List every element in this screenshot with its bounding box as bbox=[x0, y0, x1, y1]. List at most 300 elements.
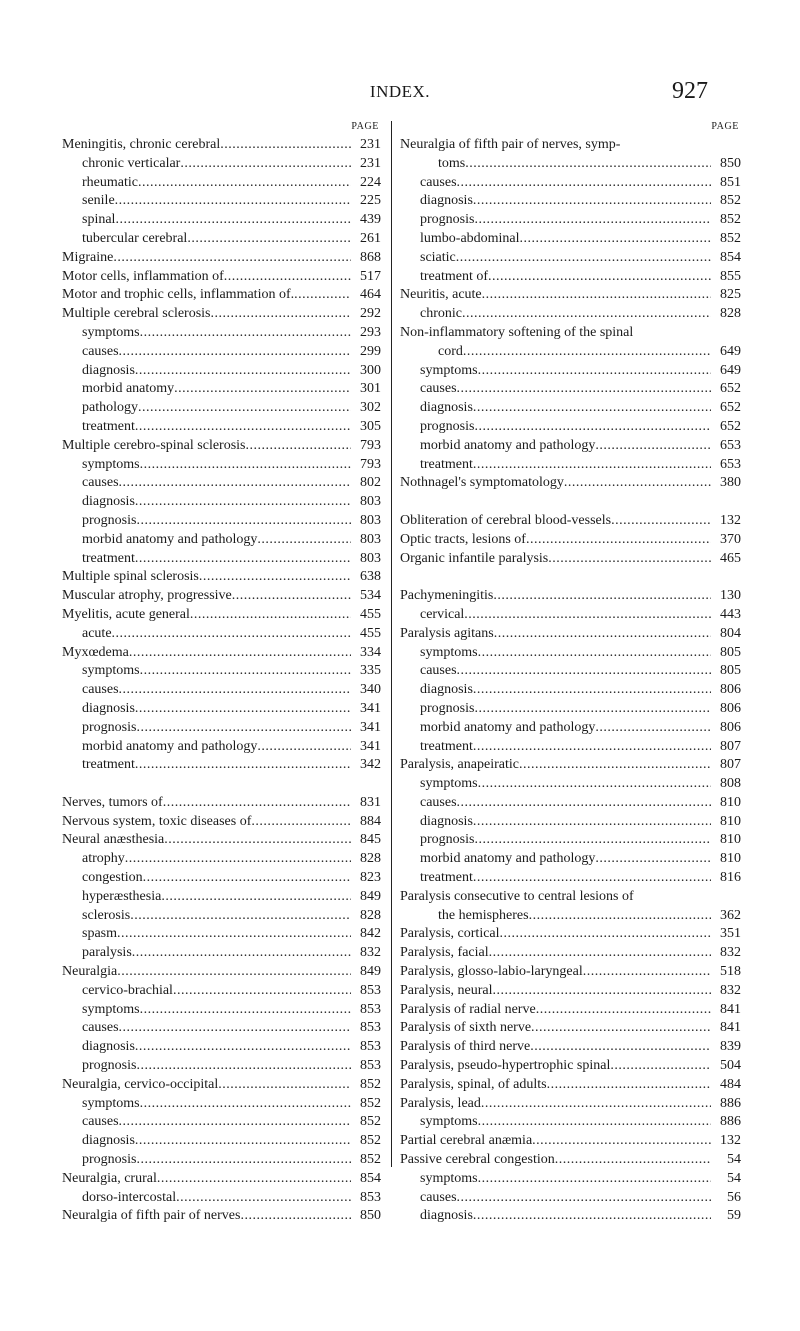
index-term: morbid anatomy bbox=[82, 381, 175, 397]
index-entry bbox=[62, 925, 381, 944]
index-term: Non-inflammatory softening of the spinal bbox=[400, 324, 634, 340]
index-term: Paralysis, spinal, of adults bbox=[400, 1076, 547, 1092]
index-page-number: 850 bbox=[360, 1208, 381, 1224]
index-page-number: 370 bbox=[720, 531, 741, 547]
index-term: causes bbox=[420, 174, 457, 190]
index-entry bbox=[62, 155, 381, 174]
index-term: Paralysis agitans bbox=[400, 625, 494, 641]
dot-leader bbox=[132, 944, 351, 963]
index-entry bbox=[400, 606, 741, 625]
index-entry bbox=[400, 700, 741, 719]
index-entry bbox=[62, 1038, 381, 1057]
index-entry bbox=[400, 1170, 741, 1189]
index-entry bbox=[400, 174, 741, 193]
index-page-number: 841 bbox=[720, 1001, 741, 1017]
index-page-number: 261 bbox=[360, 230, 381, 246]
dot-leader bbox=[119, 1019, 351, 1038]
column-divider bbox=[391, 121, 392, 1167]
index-page-number: 305 bbox=[360, 418, 381, 434]
index-page-number: 334 bbox=[360, 644, 381, 660]
index-entry bbox=[400, 1076, 741, 1095]
index-entry bbox=[62, 305, 381, 324]
index-entry bbox=[400, 644, 741, 663]
dot-leader bbox=[113, 249, 351, 268]
index-term: chronic verticalar bbox=[82, 155, 181, 171]
index-entry bbox=[400, 399, 741, 418]
index-page-number: 852 bbox=[720, 212, 741, 228]
dot-leader bbox=[482, 286, 711, 305]
index-term: Migraine bbox=[62, 249, 114, 265]
index-term: diagnosis bbox=[82, 700, 135, 716]
index-entry bbox=[400, 380, 741, 399]
dot-leader bbox=[488, 268, 711, 287]
index-entry bbox=[400, 1057, 741, 1076]
index-term: prognosis bbox=[420, 212, 475, 228]
index-page-number: 653 bbox=[720, 437, 741, 453]
index-entry bbox=[400, 1019, 741, 1038]
index-page-number: 649 bbox=[720, 343, 741, 359]
index-entry bbox=[62, 512, 381, 531]
index-entry bbox=[62, 606, 381, 625]
index-term: Neuralgia, cervico-occipital bbox=[62, 1076, 219, 1092]
index-page-number: 810 bbox=[720, 794, 741, 810]
index-page-number: 854 bbox=[720, 249, 741, 265]
dot-leader bbox=[218, 1076, 351, 1095]
index-entry bbox=[62, 192, 381, 211]
index-term: diagnosis bbox=[82, 494, 135, 510]
right-page-label: PAGE bbox=[711, 121, 739, 132]
index-entry bbox=[400, 1189, 741, 1208]
index-term: Paralysis of radial nerve bbox=[400, 1001, 536, 1017]
index-page-number: 341 bbox=[360, 738, 381, 754]
page-title: INDEX. bbox=[369, 82, 431, 101]
index-entry bbox=[62, 1113, 381, 1132]
index-entry bbox=[62, 1207, 381, 1226]
dot-leader bbox=[119, 681, 351, 700]
index-page-number: 225 bbox=[360, 193, 381, 209]
index-page-number: 439 bbox=[360, 212, 381, 228]
dot-leader bbox=[173, 982, 351, 1001]
index-page-number: 853 bbox=[360, 982, 381, 998]
index-page-number: 341 bbox=[360, 700, 381, 716]
index-page-number: 825 bbox=[720, 287, 741, 303]
index-term: Myxœdema bbox=[62, 644, 129, 660]
dot-leader bbox=[473, 869, 711, 888]
index-term: Paralysis consecutive to central lesions of bbox=[400, 888, 634, 904]
dot-leader bbox=[117, 925, 351, 944]
index-term: causes bbox=[82, 1020, 119, 1036]
dot-leader bbox=[140, 456, 351, 475]
dot-leader bbox=[456, 249, 711, 268]
index-entry bbox=[400, 474, 741, 493]
index-entry bbox=[62, 230, 381, 249]
dot-leader bbox=[595, 850, 711, 869]
index-term: Muscular atrophy, progressive bbox=[62, 588, 232, 604]
dot-leader bbox=[140, 662, 351, 681]
left-column bbox=[62, 121, 381, 1226]
index-term: prognosis bbox=[82, 1058, 137, 1074]
index-entry bbox=[400, 230, 741, 249]
index-page-number: 805 bbox=[720, 663, 741, 679]
index-term: symptoms bbox=[420, 644, 478, 660]
dot-leader bbox=[529, 907, 711, 926]
index-page-number: 803 bbox=[360, 550, 381, 566]
index-entry bbox=[400, 756, 741, 775]
dot-leader bbox=[457, 794, 711, 813]
index-term: sclerosis bbox=[82, 907, 131, 923]
index-page-number: 130 bbox=[720, 588, 741, 604]
index-term: morbid anatomy and pathology bbox=[420, 851, 596, 867]
index-page-number: 652 bbox=[720, 381, 741, 397]
section-gap bbox=[400, 568, 741, 587]
dot-leader bbox=[473, 192, 711, 211]
index-entry bbox=[62, 719, 381, 738]
index-entry bbox=[62, 963, 381, 982]
index-entry bbox=[62, 1076, 381, 1095]
index-term: atrophy bbox=[82, 851, 125, 867]
dot-leader bbox=[489, 944, 711, 963]
index-entry bbox=[400, 249, 741, 268]
index-term: diagnosis bbox=[420, 682, 473, 698]
index-page-number: 302 bbox=[360, 400, 381, 416]
index-term: tubercular cerebral bbox=[82, 230, 188, 246]
section-gap bbox=[62, 775, 381, 794]
dot-leader bbox=[478, 1170, 711, 1189]
index-term: Nervous system, toxic diseases of bbox=[62, 813, 252, 829]
index-page-number: 868 bbox=[360, 249, 381, 265]
index-entry bbox=[400, 738, 741, 757]
index-term: Motor and trophic cells, inflammation of. bbox=[62, 287, 295, 303]
index-term: symptoms bbox=[420, 1170, 478, 1186]
index-term: causes bbox=[420, 381, 457, 397]
index-page-number: 853 bbox=[360, 1039, 381, 1055]
dot-leader bbox=[135, 362, 351, 381]
index-entry bbox=[62, 982, 381, 1001]
index-page-number: 455 bbox=[360, 606, 381, 622]
index-term: Meningitis, chronic cerebral bbox=[62, 137, 221, 152]
index-page-number: 841 bbox=[720, 1020, 741, 1036]
index-term: Obliteration of cerebral blood-vessels bbox=[400, 512, 612, 528]
index-term: toms bbox=[438, 155, 466, 171]
index-page-number: 849 bbox=[360, 964, 381, 980]
index-entry bbox=[400, 1207, 741, 1226]
index-term: prognosis bbox=[82, 719, 137, 735]
index-page-number: 54 bbox=[727, 1170, 741, 1186]
index-page-number: 808 bbox=[720, 776, 741, 792]
index-entry bbox=[400, 211, 741, 230]
index-entry bbox=[400, 869, 741, 888]
dot-leader bbox=[478, 362, 711, 381]
index-page-number: 832 bbox=[720, 945, 741, 961]
index-term: diagnosis bbox=[82, 1039, 135, 1055]
index-page-number: 292 bbox=[360, 306, 381, 322]
index-page-number: 810 bbox=[720, 832, 741, 848]
index-entry bbox=[62, 681, 381, 700]
index-entry bbox=[62, 286, 381, 305]
index-term: treatment bbox=[82, 550, 135, 566]
dot-leader bbox=[143, 869, 351, 888]
index-page-number: 849 bbox=[360, 888, 381, 904]
dot-leader bbox=[211, 305, 351, 324]
index-page-number: 638 bbox=[360, 569, 381, 585]
index-term: treatment bbox=[420, 738, 473, 754]
index-entry bbox=[62, 550, 381, 569]
index-page-number: 132 bbox=[720, 1133, 741, 1149]
index-entry bbox=[62, 831, 381, 850]
index-page-number: 455 bbox=[360, 625, 381, 641]
index-page-number: 803 bbox=[360, 494, 381, 510]
index-page-number: 828 bbox=[360, 851, 381, 867]
dot-leader bbox=[140, 324, 351, 343]
index-term: diagnosis bbox=[420, 400, 473, 416]
index-entry bbox=[400, 831, 741, 850]
dot-leader bbox=[536, 1001, 711, 1020]
index-page-number: 852 bbox=[720, 193, 741, 209]
index-term: morbid anatomy and pathology bbox=[420, 437, 596, 453]
index-page-number: 852 bbox=[360, 1076, 381, 1092]
index-term: congestion bbox=[82, 870, 143, 886]
index-entry bbox=[400, 512, 741, 531]
index-entry bbox=[400, 1132, 741, 1151]
index-term: Pachymeningitis bbox=[400, 588, 494, 604]
index-term: cord bbox=[438, 343, 463, 359]
dot-leader bbox=[481, 1095, 711, 1114]
index-page-number: 54 bbox=[727, 1152, 741, 1168]
index-page-number: 850 bbox=[720, 155, 741, 171]
index-term: causes bbox=[82, 1114, 119, 1130]
index-entry bbox=[400, 944, 741, 963]
index-entry bbox=[400, 1095, 741, 1114]
dot-leader bbox=[473, 399, 711, 418]
index-page-number: 855 bbox=[720, 268, 741, 284]
index-entry bbox=[62, 888, 381, 907]
index-term: sciatic bbox=[420, 249, 456, 265]
page-number: 927 bbox=[672, 78, 708, 104]
index-term: symptoms bbox=[82, 324, 140, 340]
index-term: Nothnagel's symptomatology bbox=[400, 475, 564, 491]
index-term: treatment bbox=[82, 418, 135, 434]
index-entry bbox=[400, 1001, 741, 1020]
index-entry bbox=[62, 662, 381, 681]
index-page-number: 301 bbox=[360, 381, 381, 397]
index-entry bbox=[400, 343, 741, 362]
index-entry bbox=[400, 418, 741, 437]
dot-leader bbox=[547, 1076, 711, 1095]
dot-leader bbox=[564, 474, 711, 493]
index-page-number: 852 bbox=[360, 1114, 381, 1130]
index-page-number: 793 bbox=[360, 437, 381, 453]
dot-leader bbox=[473, 456, 711, 475]
index-page-number: 793 bbox=[360, 456, 381, 472]
index-page-number: 810 bbox=[720, 813, 741, 829]
dot-leader bbox=[135, 550, 351, 569]
index-page-number: 854 bbox=[360, 1170, 381, 1186]
index-term: causes bbox=[420, 663, 457, 679]
index-term: paralysis bbox=[82, 945, 132, 961]
dot-leader bbox=[532, 1132, 711, 1151]
index-term: acute bbox=[82, 625, 112, 641]
dot-leader bbox=[474, 700, 711, 719]
index-page-number: 342 bbox=[360, 757, 381, 773]
index-page-number: 362 bbox=[720, 907, 741, 923]
index-term: Nerves, tumors of bbox=[62, 794, 163, 810]
index-entry bbox=[62, 1095, 381, 1114]
dot-leader bbox=[478, 644, 711, 663]
index-entry bbox=[62, 493, 381, 512]
index-term: Paralysis, cortical bbox=[400, 926, 500, 942]
dot-leader bbox=[493, 587, 711, 606]
index-term: Optic tracts, lesions of bbox=[400, 531, 526, 547]
dot-leader bbox=[478, 1113, 711, 1132]
index-page-number: 805 bbox=[720, 644, 741, 660]
index-term: morbid anatomy and pathology bbox=[82, 738, 258, 754]
index-term: hyperæsthesia bbox=[82, 888, 162, 904]
index-entry bbox=[62, 136, 381, 155]
index-term: prognosis bbox=[420, 418, 475, 434]
index-term: chronic bbox=[420, 306, 462, 322]
index-entry bbox=[62, 813, 381, 832]
index-term: Paralysis, pseudo-hypertrophic spinal bbox=[400, 1058, 611, 1074]
dot-leader bbox=[457, 662, 711, 681]
index-page-number: 845 bbox=[360, 832, 381, 848]
dot-leader bbox=[125, 850, 351, 869]
index-entry bbox=[400, 324, 741, 343]
dot-leader bbox=[174, 380, 351, 399]
dot-leader bbox=[457, 380, 711, 399]
index-entry bbox=[400, 662, 741, 681]
index-page-number: 804 bbox=[720, 625, 741, 641]
index-page-number: 852 bbox=[360, 1133, 381, 1149]
index-entry bbox=[62, 907, 381, 926]
index-entry bbox=[62, 1001, 381, 1020]
dot-leader bbox=[112, 625, 351, 644]
index-page-number: 340 bbox=[360, 682, 381, 698]
dot-leader bbox=[135, 1132, 351, 1151]
index-entry bbox=[400, 305, 741, 324]
index-entry bbox=[62, 268, 381, 287]
index-term: diagnosis bbox=[82, 362, 135, 378]
index-page-number: 484 bbox=[720, 1076, 741, 1092]
index-entry bbox=[400, 1113, 741, 1132]
index-term: treatment bbox=[82, 757, 135, 773]
dot-leader bbox=[224, 268, 351, 287]
index-entry bbox=[62, 944, 381, 963]
index-entry bbox=[62, 418, 381, 437]
index-page-number: 299 bbox=[360, 343, 381, 359]
index-term: senile bbox=[82, 193, 115, 209]
index-term: morbid anatomy and pathology bbox=[420, 719, 596, 735]
index-entry bbox=[62, 869, 381, 888]
dot-leader bbox=[157, 1170, 351, 1189]
dot-leader bbox=[140, 1095, 351, 1114]
dot-leader bbox=[117, 963, 351, 982]
index-entry bbox=[62, 644, 381, 663]
index-entry bbox=[400, 963, 741, 982]
index-entry bbox=[62, 700, 381, 719]
dot-leader bbox=[457, 1189, 711, 1208]
index-page-number: 807 bbox=[720, 757, 741, 773]
index-term: causes bbox=[420, 1189, 457, 1205]
index-page-number: 504 bbox=[720, 1058, 741, 1074]
index-term: prognosis bbox=[82, 1152, 137, 1168]
index-entry bbox=[400, 362, 741, 381]
index-term: diagnosis bbox=[420, 193, 473, 209]
dot-leader bbox=[119, 474, 351, 493]
index-page-number: 293 bbox=[360, 324, 381, 340]
index-page-number: 852 bbox=[360, 1152, 381, 1168]
dot-leader bbox=[519, 756, 711, 775]
index-term: Paralysis, anapeiratic bbox=[400, 757, 519, 773]
index-entry bbox=[62, 362, 381, 381]
dot-leader bbox=[474, 418, 711, 437]
dot-leader bbox=[493, 982, 711, 1001]
dot-leader bbox=[473, 738, 711, 757]
index-term: Paralysis, glosso-labio-laryngeal bbox=[400, 964, 583, 980]
index-term: Neuritis, acute bbox=[400, 287, 482, 303]
dot-leader bbox=[548, 550, 711, 569]
index-page-number: 803 bbox=[360, 531, 381, 547]
dot-leader bbox=[136, 512, 351, 531]
index-entry bbox=[400, 437, 741, 456]
index-page-number: 823 bbox=[360, 870, 381, 886]
index-page-number: 852 bbox=[720, 230, 741, 246]
index-page-number: 534 bbox=[360, 588, 381, 604]
index-entry bbox=[400, 813, 741, 832]
dot-leader bbox=[115, 211, 351, 230]
dot-leader bbox=[163, 794, 351, 813]
dot-leader bbox=[462, 305, 711, 324]
dot-leader bbox=[138, 174, 351, 193]
index-term: symptoms bbox=[82, 663, 140, 679]
index-entry bbox=[400, 587, 741, 606]
index-entry bbox=[62, 625, 381, 644]
dot-leader bbox=[251, 813, 351, 832]
index-term: symptoms bbox=[82, 1001, 140, 1017]
dot-leader bbox=[494, 625, 711, 644]
index-entry bbox=[62, 474, 381, 493]
index-term: symptoms bbox=[82, 1095, 140, 1111]
dot-leader bbox=[473, 681, 711, 700]
index-page-number: 56 bbox=[727, 1189, 741, 1205]
dot-leader bbox=[115, 192, 351, 211]
index-term: Motor cells, inflammation of bbox=[62, 268, 224, 284]
dot-leader bbox=[240, 1207, 351, 1226]
index-page-number: 653 bbox=[720, 456, 741, 472]
index-term: pathology bbox=[82, 400, 138, 416]
dot-leader bbox=[500, 925, 711, 944]
index-term: Paralysis, lead bbox=[400, 1095, 481, 1111]
index-page-number: 443 bbox=[720, 606, 741, 622]
index-term: causes bbox=[82, 682, 119, 698]
index-entry bbox=[400, 550, 741, 569]
index-page-number bbox=[711, 324, 741, 343]
index-entry bbox=[62, 380, 381, 399]
index-entry bbox=[62, 174, 381, 193]
index-page-number: 300 bbox=[360, 362, 381, 378]
dot-leader bbox=[620, 136, 711, 155]
index-page-number bbox=[711, 136, 741, 155]
dot-leader bbox=[473, 813, 711, 832]
index-page-number: 341 bbox=[360, 719, 381, 735]
index-page-number: 517 bbox=[360, 268, 381, 284]
dot-leader bbox=[530, 1038, 711, 1057]
index-term: the hemispheres bbox=[438, 907, 529, 923]
dot-leader bbox=[130, 907, 351, 926]
index-page-number: 816 bbox=[720, 870, 741, 886]
index-term: causes bbox=[82, 343, 119, 359]
index-term: prognosis bbox=[420, 700, 475, 716]
index-page-number: 652 bbox=[720, 418, 741, 434]
